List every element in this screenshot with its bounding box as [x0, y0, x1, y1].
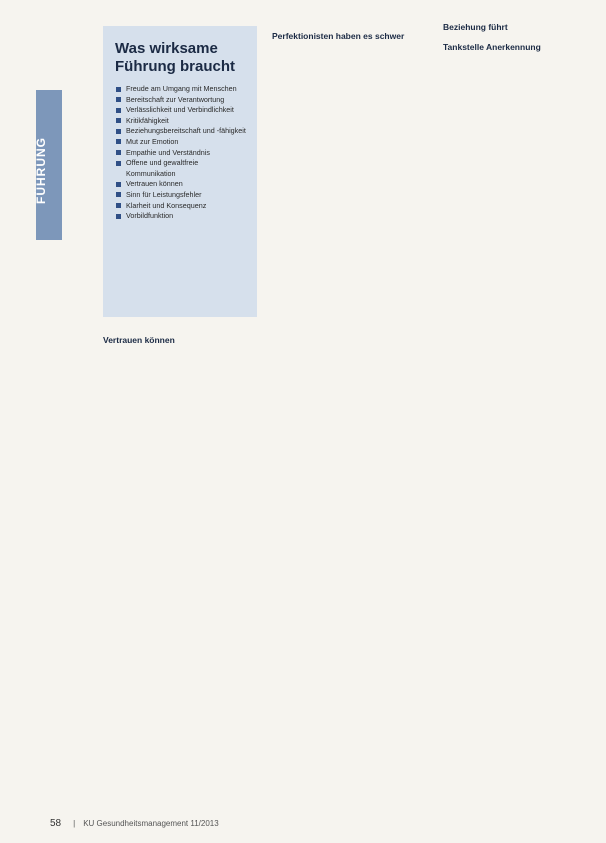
column-3 [443, 22, 599, 806]
list-item: Bereitschaft zur Verantwortung [115, 95, 247, 106]
footer-separator: | [73, 819, 76, 828]
list-item: Freude am Umgang mit Menschen [115, 84, 247, 95]
info-box-title: Was wirksame Führung braucht [115, 40, 235, 75]
list-item: Vertrauen können [115, 179, 247, 190]
column-2 [272, 22, 430, 806]
list-item: Offene und gewaltfreie Kommunikation [115, 158, 247, 179]
list-item: Beziehungsbereitschaft und -fähigkeit [115, 126, 247, 137]
subheading: Beziehung führt [443, 22, 508, 32]
subheading: Perfektionisten haben es schwer [272, 31, 405, 41]
subheading: Vertrauen können [103, 335, 175, 345]
column-1 [103, 326, 257, 806]
list-item: Empathie und Verständnis [115, 148, 247, 159]
list-item: Vorbildfunktion [115, 211, 247, 222]
journal-name: KU Gesundheitsmanagement 11/2013 [83, 819, 219, 828]
list-item: Mut zur Emotion [115, 137, 247, 148]
list-item: Kritikfähigkeit [115, 116, 247, 127]
page-footer [50, 818, 219, 829]
list-item: Verlässlichkeit und Verbindlichkeit [115, 105, 247, 116]
info-box-list [115, 84, 247, 222]
info-box [103, 26, 257, 317]
section-label: FÜHRUNG [34, 137, 48, 205]
page-number: 58 [50, 818, 62, 829]
list-item: Sinn für Leistungsfehler [115, 190, 247, 201]
list-item: Klarheit und Konsequenz [115, 201, 247, 212]
subheading: Tankstelle Anerkennung [443, 42, 541, 52]
